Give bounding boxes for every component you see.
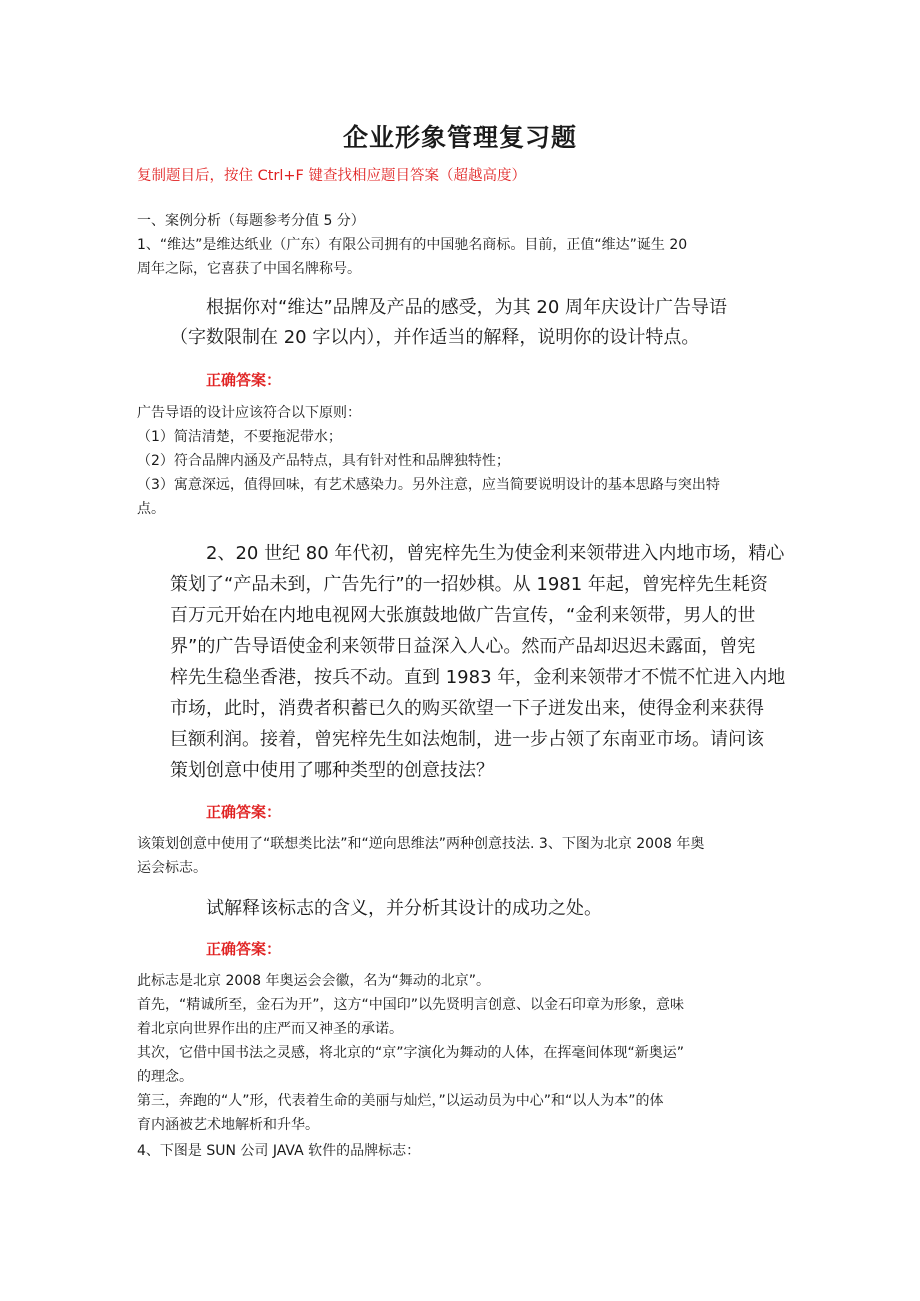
instruction-note: 复制题目后，按住 Ctrl+F 键查找相应题目答案（超越高度） [137, 168, 527, 184]
page-title: 企业形象管理复习题 [342, 123, 577, 152]
q1-intro-line: 1、“维达”是维达纸业（广东）有限公司拥有的中国驰名商标。目前，正值“维达”诞生 20 [137, 237, 688, 253]
q2-body-line: 巨额利润。接着，曾宪梓先生如法炮制，进一步占领了东南亚市场。请问该 [170, 729, 764, 750]
q4-intro: 4、下图是 SUN 公司 JAVA 软件的品牌标志： [137, 1143, 421, 1159]
q2-body-first-line [206, 538, 784, 569]
q3-answer-line: 首先，“精诚所至，金石为开”，这方“中国印”以先贤明言创意、以金石印章为形象，意味 [137, 997, 685, 1013]
q3-prompt: 试解释该标志的含义，并分析其设计的成功之处。 [206, 898, 602, 919]
q2-answer [137, 832, 787, 880]
q3-answer-line: 的理念。 [137, 1069, 193, 1085]
q1-answer [137, 401, 787, 521]
q2-answer-line: 运会标志。 [137, 860, 207, 876]
q2-answer-line: 该策划创意中使用了“联想类比法”和“逆向思维法”两种创意技法. 3、下图为北京 2008 年奥 [137, 836, 705, 852]
q2-body-line: 百万元开始在内地电视网大张旗鼓地做广告宣传，“金利来领带，男人的世 [170, 605, 756, 626]
q3-answer-line: 第三，奔跑的“人”形，代表着生命的美丽与灿烂，”以运动员为中心”和“以人为本”的体 [137, 1093, 664, 1109]
q3-answer-line: 育内涵被艺术地解析和升华。 [137, 1117, 319, 1133]
q2-body-line: 策划创意中使用了哪种类型的创意技法？ [170, 760, 494, 781]
q1-answer-label: 正确答案： [206, 371, 282, 389]
q1-intro [137, 233, 787, 281]
q3-answer-line: 着北京向世界作出的庄严而又神圣的承诺。 [137, 1021, 403, 1037]
q1-answer-line: （3）寓意深远，值得回味，有艺术感染力。另外注意，应当简要说明设计的基本思路与突出特 [137, 477, 720, 493]
q2-answer-label: 正确答案： [206, 803, 282, 821]
q2-body-line: 2、20 世纪 80 年代初，曾宪梓先生为使金利来领带进入内地市场，精心 [206, 543, 785, 564]
q3-answer-label: 正确答案： [206, 940, 282, 958]
q3-answer [137, 969, 787, 1137]
q2-body [170, 569, 785, 786]
q1-answer-line: （1）简洁清楚，不要拖泥带水； [137, 429, 342, 445]
q1-intro-line: 周年之际，它喜获了中国名牌称号。 [137, 261, 361, 277]
q2-body-line: 市场，此时，消费者积蓄已久的购买欲望一下子迸发出来，使得金利来获得 [170, 698, 764, 719]
q1-answer-line: 广告导语的设计应该符合以下原则： [137, 405, 361, 421]
section-heading: 一、案例分析（每题参考分值 5 分） [137, 213, 365, 229]
q3-answer-line: 此标志是北京 2008 年奥运会会徽，名为“舞动的北京”。 [137, 973, 491, 989]
q2-body-line: 梓先生稳坐香港，按兵不动。直到 1983 年，金利来领带才不慌不忙进入内地 [170, 667, 786, 688]
q3-answer-line: 其次，它借中国书法之灵感，将北京的“京”字演化为舞动的人体，在挥毫间体现“新奥运” [137, 1045, 685, 1061]
q2-body-line: 界”的广告导语使金利来领带日益深入人心。然而产品却迟迟未露面，曾宪 [170, 636, 756, 657]
q1-prompt-line: 根据你对“维达”品牌及产品的感受，为其 20 周年庆设计广告导语 [206, 297, 727, 318]
q1-answer-line: （2）符合品牌内涵及产品特点，具有针对性和品牌独特性； [137, 453, 510, 469]
q2-body-line: 策划了“产品未到，广告先行”的一招妙棋。从 1981 年起，曾宪梓先生耗资 [170, 574, 768, 595]
q1-answer-line: 点。 [137, 501, 165, 517]
q1-prompt-line: （字数限制在 20 字以内），并作适当的解释，说明你的设计特点。 [170, 327, 700, 348]
